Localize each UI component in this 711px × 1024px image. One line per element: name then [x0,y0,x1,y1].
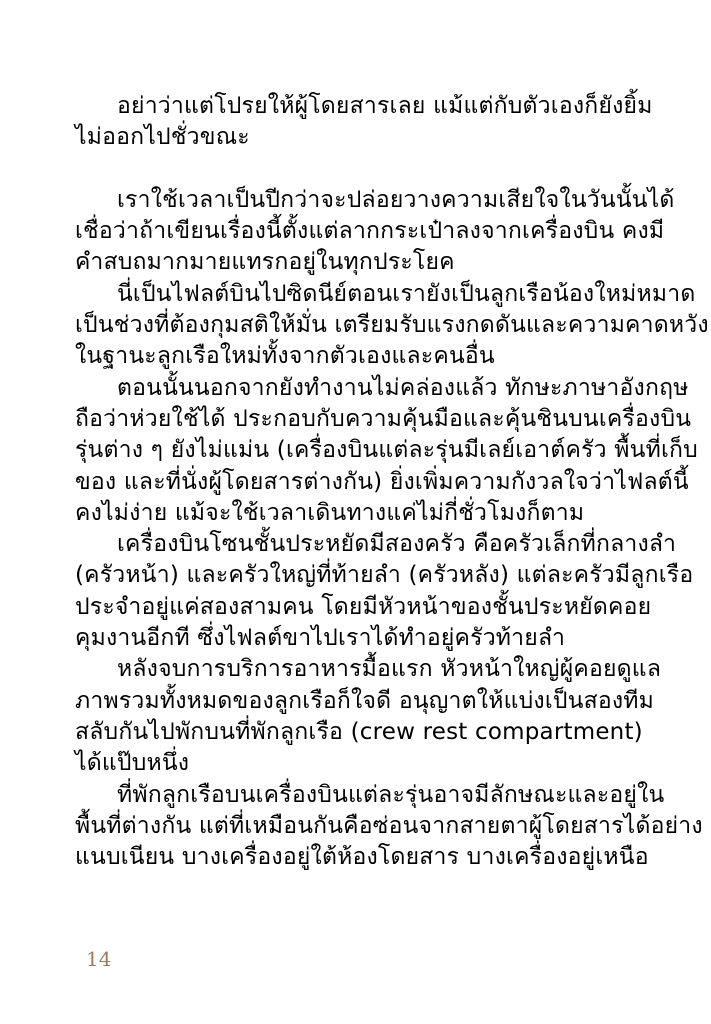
text-line: ไม่ออกไปชั่วขณะ [75,124,250,151]
text-line: สลับกันไปพักบนที่พักลูกเรือ (crew rest compartment) [75,718,643,745]
text-line: ที่พักลูกเรือบนเครื่องบินแต่ละรุ่นอาจมีลักษณะและอยู่ใน [117,781,665,808]
text-line: ในฐานะลูกเรือใหม่ทั้งจากตัวเองและคนอื่น [75,343,495,370]
text-line: พื้นที่ต่างกัน แต่ที่เหมือนกันคือซ่อนจากสายตาผู้โดยสารได้อย่าง [75,812,703,839]
paragraph [75,780,703,874]
paragraph [75,279,709,373]
text-line: รุ่นต่าง ๆ ยังไม่แม่น (เครื่องบินแต่ละรุ่นมีเลย์เอาต์ครัว พื้นที่เก็บ [75,437,698,464]
paragraph [75,373,698,529]
text-line: คุมงานอีกที ซึ่งไฟลต์ขาไปเราได้ทำอยู่ครัวท้ายลำ [75,625,566,652]
paragraph [75,91,653,154]
text-line: เราใช้เวลาเป็นปีกว่าจะปล่อยวางความเสียใจในวันนั้นได้ [117,186,675,213]
text-line: เป็นช่วงที่ต้องกุมสติให้มั่น เตรียมรับแรงกดดันและความคาดหวัง [75,312,709,339]
text-line: คำสบถมากมายแทรกอยู่ในทุกประโยค [75,249,455,276]
text-line: ตอนนั้นนอกจากยังทำงานไม่คล่องแล้ว ทักษะภาษาอังกฤษ [117,374,689,401]
text-line: เครื่องบินโซนชั้นประหยัดมีสองครัว คือครัวเล็กที่กลางลำ [117,531,677,558]
text-line: ประจำอยู่แค่สองสามคน โดยมีหัวหน้าของชั้นประหยัดคอย [75,593,652,620]
text-line: ได้แป๊บหนึ่ง [75,750,190,777]
text-line: นี่เป็นไฟลต์บินไปซิดนีย์ตอนเรายังเป็นลูกเรือน้องใหม่หมาด [117,280,696,307]
text-line: ของ และที่นั่งผู้โดยสารต่างกัน) ยิ่งเพิ่มความกังวลใจว่าไฟลต์นี้ [75,468,689,495]
text-line: อย่าว่าแต่โปรยให้ผู้โดยสารเลย แม้แต่กับตัวเองก็ยังยิ้ม [117,93,653,119]
text-line: แนบเนียน บางเครื่องอยู่ใต้ห้องโดยสาร บางเครื่องอยู่เหนือ [75,844,649,871]
paragraph [75,654,662,779]
text-line: หลังจบการบริการอาหารมื้อแรก หัวหน้าใหญ่ผู้คอยดูแล [117,656,662,683]
paragraph [75,185,675,279]
text-line: ภาพรวมทั้งหมดของลูกเรือก็ใจดี อนุญาตให้แบ่งเป็นสองทีม [75,687,655,714]
text-line: คงไม่ง่าย แม้จะใช้เวลาเดินทางแค่ไม่กี่ชั่วโมงก็ตาม [75,499,585,526]
text-line: ถือว่าห่วยใช้ได้ ประกอบกับความคุ้นมือและคุ้นชินบนเครื่องบิน [75,405,692,432]
text-line: เชื่อว่าถ้าเขียนเรื่องนี้ตั้งแต่ลากกระเป๋าลงจากเครื่องบิน คงมี [75,218,665,245]
paragraph [75,529,694,654]
page-body [75,91,709,873]
text-line: (ครัวหน้า) และครัวใหญ่ที่ท้ายลำ (ครัวหลัง) แต่ละครัวมีลูกเรือ [75,562,694,589]
page-number: 14 [86,947,112,971]
